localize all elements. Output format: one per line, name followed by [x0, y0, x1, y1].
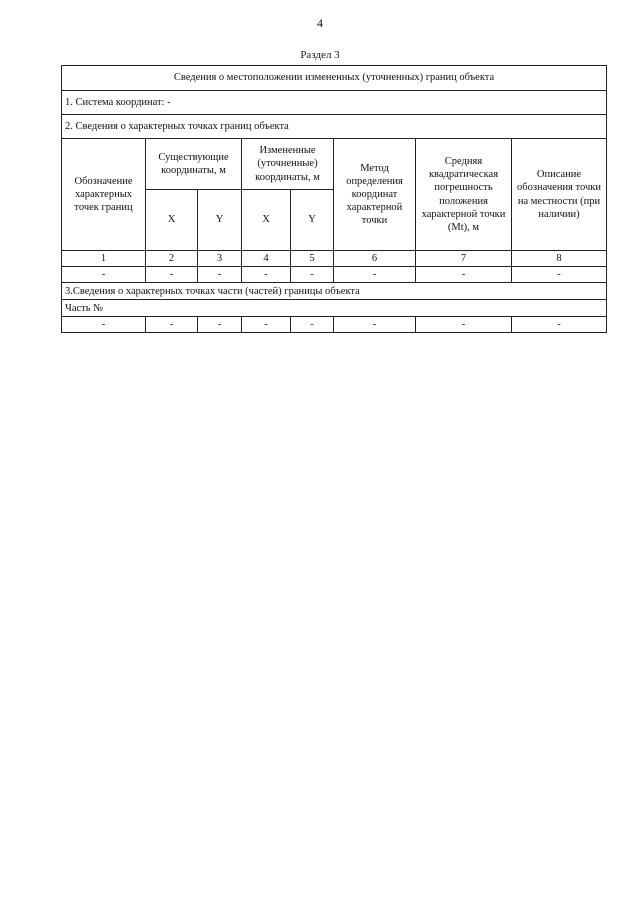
table-cell: -: [512, 267, 607, 283]
table-cell: -: [416, 317, 512, 333]
column-number: 1: [62, 251, 146, 267]
header-method: Метод определения координат характерной точки: [334, 139, 416, 251]
column-numbers-row: [62, 251, 607, 267]
table-cell: -: [198, 267, 242, 283]
table-cell: -: [291, 317, 334, 333]
table-cell: -: [62, 317, 146, 333]
section-title: Раздел 3: [300, 49, 340, 61]
table-cell: -: [242, 267, 291, 283]
header-description: Описание обозначения точки на местности (при наличии): [512, 139, 607, 251]
table-cell: -: [512, 317, 607, 333]
table-cell: -: [62, 267, 146, 283]
header-changed-coords: Измененные (уточненные) координаты, м: [242, 139, 334, 190]
table-cell: -: [146, 317, 198, 333]
table-cell: -: [291, 267, 334, 283]
coord-system-row: 1. Система координат: -: [62, 91, 607, 115]
table-cell: -: [198, 317, 242, 333]
column-number: 6: [334, 251, 416, 267]
table-cell: -: [242, 317, 291, 333]
column-number: 7: [416, 251, 512, 267]
table-title: Сведения о местоположении измененных (уточненных) границ объекта: [62, 66, 607, 91]
part-label-row: Часть №: [62, 300, 607, 317]
table-cell: -: [334, 317, 416, 333]
boundary-points-table: [61, 65, 607, 333]
header-existing-y: Y: [198, 190, 242, 251]
points-heading-row: 2. Сведения о характерных точках границ объекта: [62, 115, 607, 139]
header-designation: Обозначение характерных точек границ: [62, 139, 146, 251]
header-error: Средняя квадратическая погрешность положения характерной точки (Mt), м: [416, 139, 512, 251]
table-row: [62, 317, 607, 333]
table-cell: -: [416, 267, 512, 283]
column-number: 4: [242, 251, 291, 267]
table-row: [62, 267, 607, 283]
table-cell: -: [334, 267, 416, 283]
column-number: 5: [291, 251, 334, 267]
header-existing-coords: Существующие координаты, м: [146, 139, 242, 190]
column-number: 2: [146, 251, 198, 267]
header-changed-x: X: [242, 190, 291, 251]
header-existing-x: X: [146, 190, 198, 251]
column-number: 8: [512, 251, 607, 267]
column-number: 3: [198, 251, 242, 267]
page-number: 4: [317, 16, 323, 30]
header-changed-y: Y: [291, 190, 334, 251]
part-heading-row: 3.Сведения о характерных точках части (частей) границы объекта: [62, 283, 607, 300]
table-cell: -: [146, 267, 198, 283]
